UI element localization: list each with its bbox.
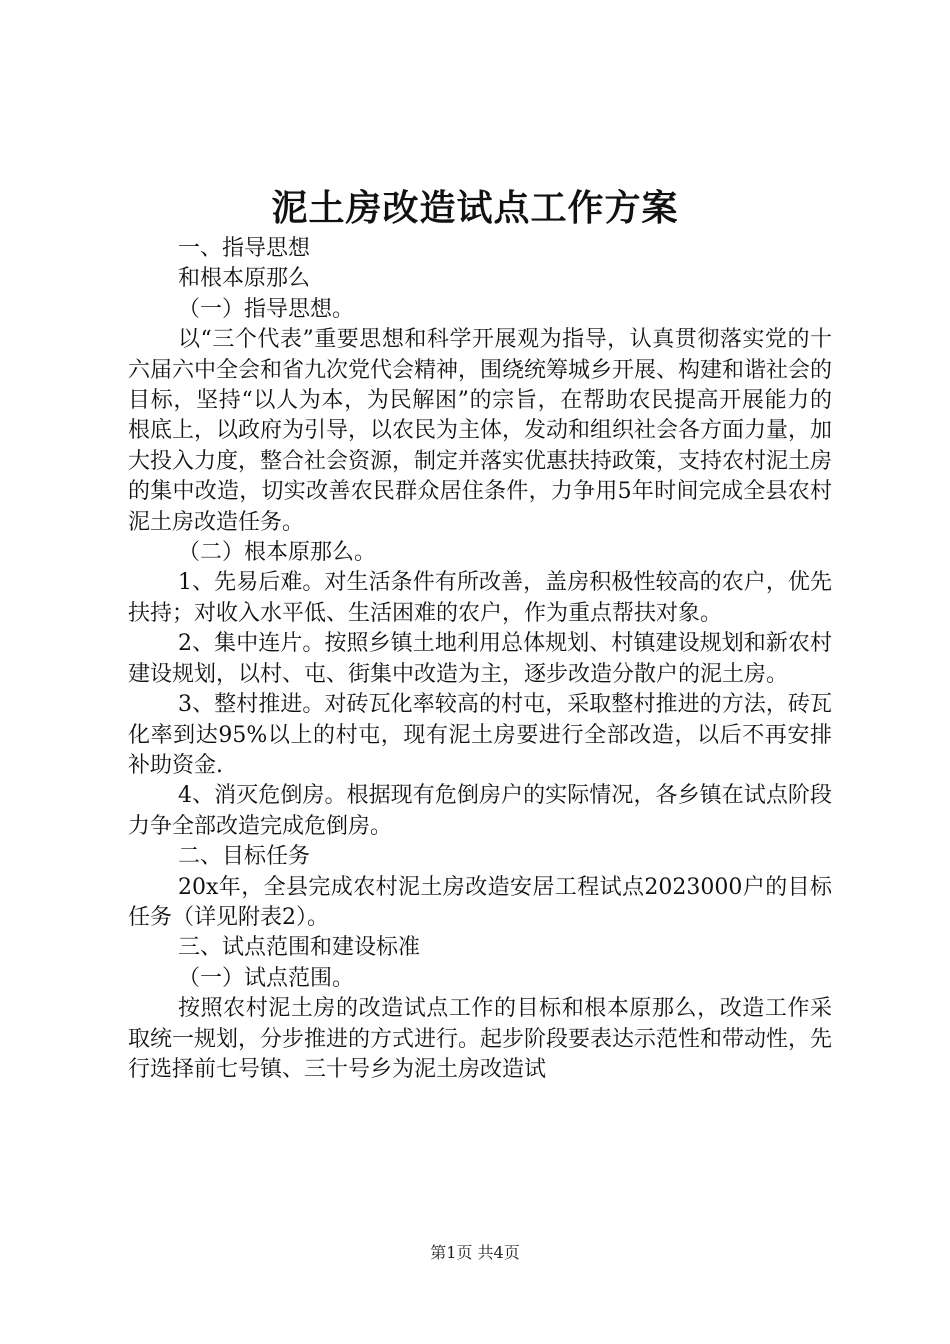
document-body <box>128 234 832 1085</box>
heading-pilot-scope-standards: 三、试点范围和建设标准 <box>178 935 421 961</box>
principle-item-2: 2、集中连片。按照乡镇土地利用总体规划、村镇建设规划和新农村建设规划，以村、屯、街集中改造为主，逐步改造分散户的泥土房。 <box>128 631 832 687</box>
principle-item-1: 1、先易后难。对生活条件有所改善，盖房积极性较高的农户，优先扶持；对收入水平低、生活困难的农户，作为重点帮扶对象。 <box>128 570 832 626</box>
heading-target-tasks: 二、目标任务 <box>178 844 311 870</box>
subheading-pilot-scope: （一）试点范围。 <box>178 965 355 991</box>
principle-item-4: 4、消灭危倒房。根据现有危倒房户的实际情况，各乡镇在试点阶段力争全部改造完成危倒房。 <box>128 783 832 839</box>
heading-basic-principles: 和根本原那么 <box>178 266 311 292</box>
paragraph-target-tasks: 20x年，全县完成农村泥土房改造安居工程试点2023000户的目标任务（详见附表2）。 <box>128 874 832 930</box>
page-number-footer: 第1页 共4页 <box>430 1243 520 1262</box>
document-title: 泥土房改造试点工作方案 <box>271 187 679 229</box>
paragraph-guiding-ideology: 以“三个代表”重要思想和科学开展观为指导，认真贯彻落实党的十六届六中全会和省九次党代会精神，围绕统筹城乡开展、构建和谐社会的目标，坚持“以人为本，为民解困”的宗旨，在帮助农民提高开展能力的根底上，以政府为引导，以农民为主体，发动和组织社会各方面力量，加大投入力度，整合社会资源，制定并落实优惠扶持政策，支持农村泥土房的集中改造，切实改善农民群众居住条件，力争用5年时间完成全县农村泥土房改造任务。 <box>128 327 833 535</box>
principle-item-3: 3、整村推进。对砖瓦化率较高的村屯，采取整村推进的方法，砖瓦化率到达95%以上的村屯，现有泥土房要进行全部改造，以后不再安排补助资金. <box>128 692 832 778</box>
subheading-guiding-ideology: （一）指导思想。 <box>178 296 355 322</box>
heading-guiding-ideology: 一、指导思想 <box>178 236 311 261</box>
paragraph-pilot-scope: 按照农村泥土房的改造试点工作的目标和根本原那么，改造工作采取统一规划，分步推进的方式进行。起步阶段要表达示范性和带动性，先行选择前七号镇、三十号乡为泥土房改造试 <box>128 996 833 1082</box>
subheading-basic-principles: （二）根本原那么。 <box>178 540 377 566</box>
